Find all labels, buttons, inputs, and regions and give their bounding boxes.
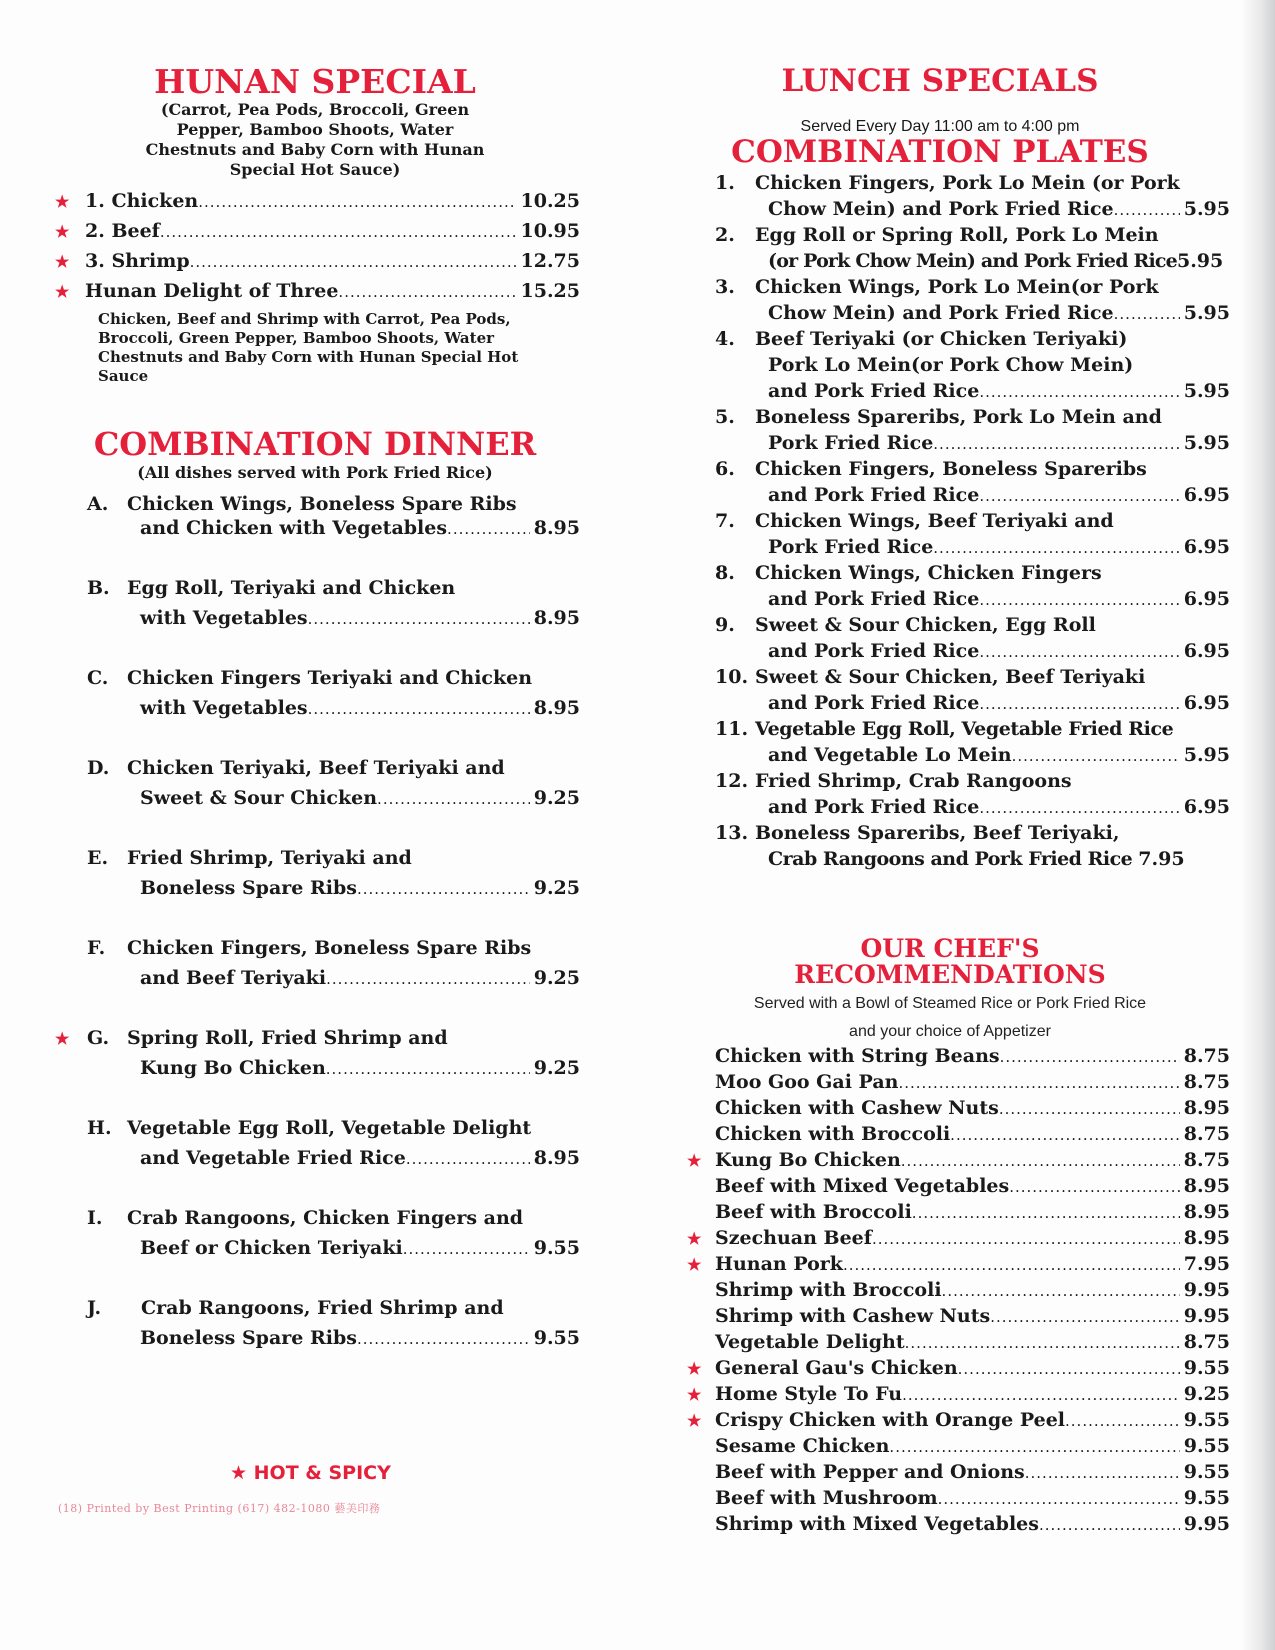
plate-item — [715, 822, 1230, 874]
item-line-1: Vegetable Egg Roll, Vegetable Fried Rice — [755, 718, 1174, 741]
menu-item — [715, 1487, 1230, 1513]
item-letter: C. — [87, 667, 109, 690]
item-price: 9.55 — [1183, 1434, 1230, 1457]
menu-item — [715, 1045, 1230, 1071]
item-line-1: Chicken Fingers Teriyaki and Chicken — [127, 667, 533, 690]
item-label: Hunan Delight of Three — [85, 279, 339, 302]
plate-item — [715, 770, 1230, 822]
leader-dots — [357, 880, 530, 898]
hot-spicy-star-icon: ★ — [687, 1410, 702, 1430]
hunan-delight-description: Chicken, Beef and Shrimp with Carrot, Pea Pods, Broccoli, Green Pepper, Bamboo Shoots, Water Chestnuts and Baby Corn with Hunan Special Hot Sauce — [98, 309, 519, 385]
leader-dots — [338, 283, 516, 301]
plate-item — [715, 276, 1230, 328]
item-number: 12. — [715, 770, 749, 793]
hot-spicy-star-icon: ★ — [687, 1384, 702, 1404]
leader-dots — [406, 1150, 530, 1168]
item-line-1: Chicken Wings, Pork Lo Mein(or Pork — [755, 276, 1159, 299]
item-number: 3. — [715, 276, 735, 299]
item-label: Moo Goo Gai Pan — [715, 1070, 899, 1093]
item-line-1: Sweet & Sour Chicken, Egg Roll — [755, 614, 1096, 637]
item-price: 9.55 — [1183, 1486, 1230, 1509]
item-price: 6.95 — [1183, 588, 1230, 611]
item-label: Chicken with Cashew Nuts — [715, 1096, 999, 1119]
combination-dinner-title: COMBINATION DINNER — [93, 424, 537, 463]
item-price: 8.75 — [1183, 1044, 1230, 1067]
item-price: 9.95 — [1183, 1278, 1230, 1301]
item-number: 5. — [715, 406, 735, 429]
menu-item — [55, 280, 580, 310]
item-line-1: Chicken Fingers, Boneless Spareribs — [755, 458, 1147, 481]
item-price: 9.55 — [533, 1327, 580, 1350]
item-number: 8. — [715, 562, 735, 585]
item-number: 6. — [715, 458, 735, 481]
item-price: 5.95 — [1183, 198, 1230, 221]
item-line-1: Crab Rangoons, Fried Shrimp and — [141, 1297, 504, 1320]
leader-dots — [357, 1330, 530, 1348]
item-price: 6.95 — [1183, 484, 1230, 507]
item-number: 11. — [715, 718, 749, 741]
leader-dots — [990, 1308, 1180, 1326]
leader-dots — [160, 223, 517, 241]
item-price: 5.95 — [1183, 432, 1230, 455]
menu-item — [715, 1513, 1230, 1539]
item-line-2: Chow Mein) and Pork Fried Rice — [768, 198, 1114, 221]
item-price: 6.95 — [1183, 692, 1230, 715]
item-letter: F. — [87, 937, 106, 960]
hot-spicy-star-icon: ★ — [55, 1029, 70, 1049]
printer-credit: (18) Printed by Best Printing (617) 482-1080 藝美印務 — [58, 1502, 381, 1515]
dinner-item — [55, 1207, 580, 1267]
item-letter: G. — [87, 1027, 110, 1050]
hot-spicy-legend: ★ HOT & SPICY — [230, 1462, 391, 1484]
item-price: 6.95 — [1183, 640, 1230, 663]
item-label: Beef with Pepper and Onions — [715, 1460, 1025, 1483]
item-price: 10.95 — [520, 219, 580, 242]
menu-item — [687, 1252, 1230, 1279]
chef-note-line-2: and your choice of Appetizer — [849, 1022, 1051, 1040]
leader-dots — [1009, 1178, 1180, 1196]
item-number: 4. — [715, 328, 735, 351]
menu-item — [715, 1201, 1230, 1227]
item-label: Chicken with Broccoli — [715, 1122, 951, 1145]
hot-spicy-star-icon: ★ — [55, 251, 70, 271]
item-price: 6.95 — [1183, 536, 1230, 559]
item-line-1: Chicken Teriyaki, Beef Teriyaki and — [127, 757, 505, 780]
item-price: 8.95 — [533, 1147, 580, 1170]
hunan-special-list — [55, 190, 580, 386]
leader-dots — [308, 610, 530, 628]
leader-dots — [901, 1152, 1180, 1170]
item-line-2: and Pork Fried Rice — [768, 796, 980, 819]
item-price: 9.55 — [1183, 1460, 1230, 1483]
leader-dots — [950, 1126, 1180, 1144]
item-line-2: Pork Fried Rice — [768, 432, 934, 455]
item-line-2: Boneless Spare Ribs — [140, 877, 357, 900]
leader-dots — [933, 435, 1179, 453]
item-price: 8.95 — [533, 517, 580, 540]
item-number: 2. — [715, 224, 735, 247]
leader-dots — [1025, 1464, 1180, 1482]
menu-item — [687, 1408, 1230, 1435]
leader-dots — [1012, 747, 1180, 765]
item-line-1: Boneless Spareribs, Beef Teriyaki, — [755, 822, 1120, 845]
lunch-served-hours: Served Every Day 11:00 am to 4:00 pm — [800, 117, 1080, 135]
dinner-item — [55, 577, 580, 637]
hot-spicy-star-icon: ★ — [687, 1254, 702, 1274]
item-line-1: Spring Roll, Fried Shrimp and — [127, 1027, 448, 1050]
dinner-item — [55, 847, 580, 907]
item-price: 9.25 — [533, 1057, 580, 1080]
item-label: Home Style To Fu — [715, 1382, 903, 1405]
plate-item — [715, 562, 1230, 614]
hot-spicy-star-icon: ★ — [687, 1228, 702, 1248]
leader-dots — [979, 799, 1179, 817]
item-label: Beef with Mushroom — [715, 1486, 938, 1509]
item-price: 8.75 — [1183, 1148, 1230, 1171]
item-price: 7.95 — [1138, 848, 1185, 871]
item-letter: H. — [87, 1117, 112, 1140]
item-line-3: and Pork Fried Rice — [768, 380, 980, 403]
menu-item — [55, 190, 580, 220]
menu-item — [715, 1461, 1230, 1487]
item-price: 8.95 — [1183, 1096, 1230, 1119]
item-price: 5.95 — [1183, 302, 1230, 325]
item-label: General Gau's Chicken — [715, 1356, 958, 1379]
item-label: Crispy Chicken with Orange Peel — [715, 1408, 1066, 1431]
menu-item — [687, 1226, 1230, 1253]
item-price: 9.25 — [1183, 1382, 1230, 1405]
item-price: 9.95 — [1183, 1304, 1230, 1327]
plate-item — [715, 458, 1230, 510]
item-label: 2. Beef — [85, 219, 160, 242]
chef-recommendations-title: OUR CHEF'S RECOMMENDATIONS — [794, 934, 1106, 990]
item-line-1: Sweet & Sour Chicken, Beef Teriyaki — [755, 666, 1146, 689]
item-label: Beef with Broccoli — [715, 1200, 912, 1223]
item-price: 15.25 — [520, 279, 580, 302]
item-line-1: Vegetable Egg Roll, Vegetable Delight — [127, 1117, 532, 1140]
leader-dots — [872, 1230, 1180, 1248]
item-line-2: (or Pork Chow Mein) and Pork Fried Rice — [768, 250, 1177, 273]
plate-item — [715, 718, 1230, 770]
item-letter: B. — [87, 577, 110, 600]
dinner-item — [55, 493, 580, 547]
item-line-1: Egg Roll, Teriyaki and Chicken — [127, 577, 456, 600]
item-label: Shrimp with Broccoli — [715, 1278, 942, 1301]
item-line-2: Beef or Chicken Teriyaki — [140, 1237, 403, 1260]
plate-item — [715, 224, 1230, 276]
item-line-2: with Vegetables — [140, 697, 308, 720]
item-price: 5.95 — [1176, 250, 1224, 273]
chef-recommendations-list — [687, 1044, 1230, 1539]
item-line-2: Pork Lo Mein(or Pork Chow Mein) — [768, 354, 1134, 377]
item-label: Shrimp with Mixed Vegetables — [715, 1512, 1039, 1535]
item-price: 8.95 — [533, 607, 580, 630]
item-letter: D. — [87, 757, 110, 780]
item-label: Kung Bo Chicken — [715, 1148, 901, 1171]
item-line-1: Boneless Spareribs, Pork Lo Mein and — [755, 406, 1162, 429]
combination-dinner-list — [55, 493, 580, 1357]
menu-item — [715, 1071, 1230, 1097]
combination-plates-title: COMBINATION PLATES — [731, 133, 1149, 170]
leader-dots — [308, 700, 530, 718]
leader-dots — [377, 790, 530, 808]
menu-item — [715, 1175, 1230, 1201]
item-line-2: with Vegetables — [140, 607, 308, 630]
item-line-1: Beef Teriyaki (or Chicken Teriyaki) — [755, 328, 1128, 351]
item-price: 9.55 — [1183, 1408, 1230, 1431]
item-price: 9.55 — [533, 1237, 580, 1260]
item-label: Shrimp with Cashew Nuts — [715, 1304, 991, 1327]
leader-dots — [902, 1386, 1180, 1404]
item-price: 9.95 — [1183, 1512, 1230, 1535]
chef-note-line-1: Served with a Bowl of Steamed Rice or Pork Fried Rice — [753, 994, 1147, 1012]
leader-dots — [190, 253, 517, 271]
item-line-1: Chicken Fingers, Boneless Spare Ribs — [127, 937, 532, 960]
menu-item — [715, 1305, 1230, 1331]
leader-dots — [326, 1060, 530, 1078]
menu-item — [687, 1382, 1230, 1409]
hot-spicy-star-icon: ★ — [55, 281, 70, 301]
plate-item — [715, 172, 1230, 224]
item-line-1: Fried Shrimp, Crab Rangoons — [755, 770, 1072, 793]
leader-dots — [979, 591, 1179, 609]
dinner-item — [55, 757, 580, 817]
item-price: 8.95 — [1183, 1200, 1230, 1223]
item-line-2: and Pork Fried Rice — [768, 484, 980, 507]
menu-item — [687, 1148, 1230, 1175]
item-line-2: and Pork Fried Rice — [768, 692, 980, 715]
item-line-1: Crab Rangoons, Chicken Fingers and — [127, 1207, 524, 1230]
leader-dots — [979, 695, 1179, 713]
item-number: 7. — [715, 510, 735, 533]
lunch-specials-title: LUNCH SPECIALS — [781, 63, 1099, 99]
item-line-2: Sweet & Sour Chicken — [140, 787, 378, 810]
leader-dots — [912, 1204, 1180, 1222]
dinner-item — [55, 1297, 580, 1357]
leader-dots — [979, 643, 1179, 661]
dinner-item — [55, 1027, 580, 1087]
item-line-2: Crab Rangoons and Pork Fried Rice — [768, 848, 1133, 871]
hot-spicy-star-icon: ★ — [687, 1150, 702, 1170]
item-price: 6.95 — [1183, 796, 1230, 819]
item-number: 10. — [715, 666, 749, 689]
item-letter: J. — [87, 1297, 102, 1320]
menu-item — [687, 1356, 1230, 1383]
item-price: 7.95 — [1183, 1252, 1230, 1275]
menu-item — [715, 1279, 1230, 1305]
item-price: 5.95 — [1183, 380, 1230, 403]
leader-dots — [1114, 305, 1180, 323]
plate-item — [715, 406, 1230, 458]
plate-item — [715, 510, 1230, 562]
leader-dots — [979, 487, 1179, 505]
item-price: 9.25 — [533, 787, 580, 810]
item-line-1: Chicken Wings, Boneless Spare Ribs — [127, 493, 517, 516]
dinner-item — [55, 667, 580, 727]
menu-item — [715, 1435, 1230, 1461]
item-number: 13. — [715, 822, 749, 845]
hunan-special-description: (Carrot, Pea Pods, Broccoli, Green Pepper, Bamboo Shoots, Water Chestnuts and Baby Corn with Hunan Special Hot Sauce) — [145, 99, 485, 179]
leader-dots — [326, 970, 530, 988]
item-label: Sesame Chicken — [715, 1434, 890, 1457]
item-label: 3. Shrimp — [85, 249, 190, 272]
item-line-1: Chicken Wings, Chicken Fingers — [755, 562, 1102, 585]
item-line-2: Pork Fried Rice — [768, 536, 934, 559]
leader-dots — [1039, 1516, 1180, 1534]
item-label: Hunan Pork — [715, 1252, 843, 1275]
item-line-2: and Beef Teriyaki — [140, 967, 327, 990]
leader-dots — [979, 383, 1179, 401]
item-price: 8.75 — [1183, 1330, 1230, 1353]
item-line-2: and Vegetable Lo Mein — [768, 744, 1012, 767]
item-price: 10.25 — [520, 189, 580, 212]
leader-dots — [958, 1360, 1180, 1378]
item-line-2: and Vegetable Fried Rice — [140, 1147, 406, 1170]
item-line-2: and Pork Fried Rice — [768, 640, 980, 663]
leader-dots — [905, 1334, 1180, 1352]
item-label: Chicken with String Beans — [715, 1044, 1000, 1067]
item-label: 1. Chicken — [85, 189, 199, 212]
leader-dots — [933, 539, 1179, 557]
item-price: 9.25 — [533, 967, 580, 990]
leader-dots — [1114, 201, 1180, 219]
item-price: 8.75 — [1183, 1122, 1230, 1145]
plate-item — [715, 328, 1230, 406]
item-number: 9. — [715, 614, 735, 637]
leader-dots — [198, 193, 516, 211]
leader-dots — [938, 1490, 1180, 1508]
item-line-2: Boneless Spare Ribs — [140, 1327, 357, 1350]
leader-dots — [889, 1438, 1179, 1456]
item-price: 8.75 — [1183, 1070, 1230, 1093]
item-label: Vegetable Delight — [715, 1330, 905, 1353]
leader-dots — [898, 1074, 1179, 1092]
item-line-1: Egg Roll or Spring Roll, Pork Lo Mein — [755, 224, 1159, 247]
item-price: 8.95 — [1183, 1226, 1230, 1249]
item-line-2: Chow Mein) and Pork Fried Rice — [768, 302, 1114, 325]
menu-item — [715, 1123, 1230, 1149]
item-letter: E. — [87, 847, 109, 870]
combination-dinner-subtitle: (All dishes served with Pork Fried Rice) — [137, 463, 493, 483]
hot-spicy-star-icon: ★ — [55, 221, 70, 241]
item-price: 8.95 — [533, 697, 580, 720]
item-line-2: and Pork Fried Rice — [768, 588, 980, 611]
leader-dots — [843, 1256, 1180, 1274]
hot-spicy-star-icon: ★ — [55, 191, 70, 211]
leader-dots — [447, 520, 530, 538]
item-letter: A. — [87, 493, 109, 516]
dinner-item — [55, 937, 580, 997]
item-price: 9.25 — [533, 877, 580, 900]
item-price: 12.75 — [520, 249, 580, 272]
leader-dots — [999, 1100, 1180, 1118]
leader-dots — [942, 1282, 1180, 1300]
leader-dots — [1000, 1048, 1180, 1066]
menu-item — [55, 220, 580, 250]
page-edge-shadow — [1239, 0, 1275, 1650]
hot-spicy-star-icon: ★ — [687, 1358, 702, 1378]
item-line-1: Chicken Fingers, Pork Lo Mein (or Pork — [755, 172, 1180, 195]
item-line-1: Fried Shrimp, Teriyaki and — [127, 847, 412, 870]
left-column — [55, 62, 595, 1387]
item-number: 1. — [715, 172, 735, 195]
menu-item — [715, 1097, 1230, 1123]
plate-item — [715, 666, 1230, 718]
item-letter: I. — [87, 1207, 103, 1230]
item-line-2: Kung Bo Chicken — [140, 1057, 326, 1080]
item-price: 5.95 — [1183, 744, 1230, 767]
dinner-item — [55, 1117, 580, 1177]
item-price: 8.95 — [1183, 1174, 1230, 1197]
item-line-1: Chicken Wings, Beef Teriyaki and — [755, 510, 1114, 533]
hunan-special-title: HUNAN SPECIAL — [154, 62, 476, 101]
plate-item — [715, 614, 1230, 666]
combination-plates-list — [715, 172, 1230, 874]
item-label: Beef with Mixed Vegetables — [715, 1174, 1010, 1197]
menu-item — [55, 250, 580, 280]
item-label: Szechuan Beef — [715, 1226, 872, 1249]
right-column — [687, 63, 1230, 1539]
leader-dots — [403, 1240, 530, 1258]
leader-dots — [1065, 1412, 1180, 1430]
item-line-2: and Chicken with Vegetables — [140, 517, 448, 540]
menu-item — [715, 1331, 1230, 1357]
item-price: 9.55 — [1183, 1356, 1230, 1379]
